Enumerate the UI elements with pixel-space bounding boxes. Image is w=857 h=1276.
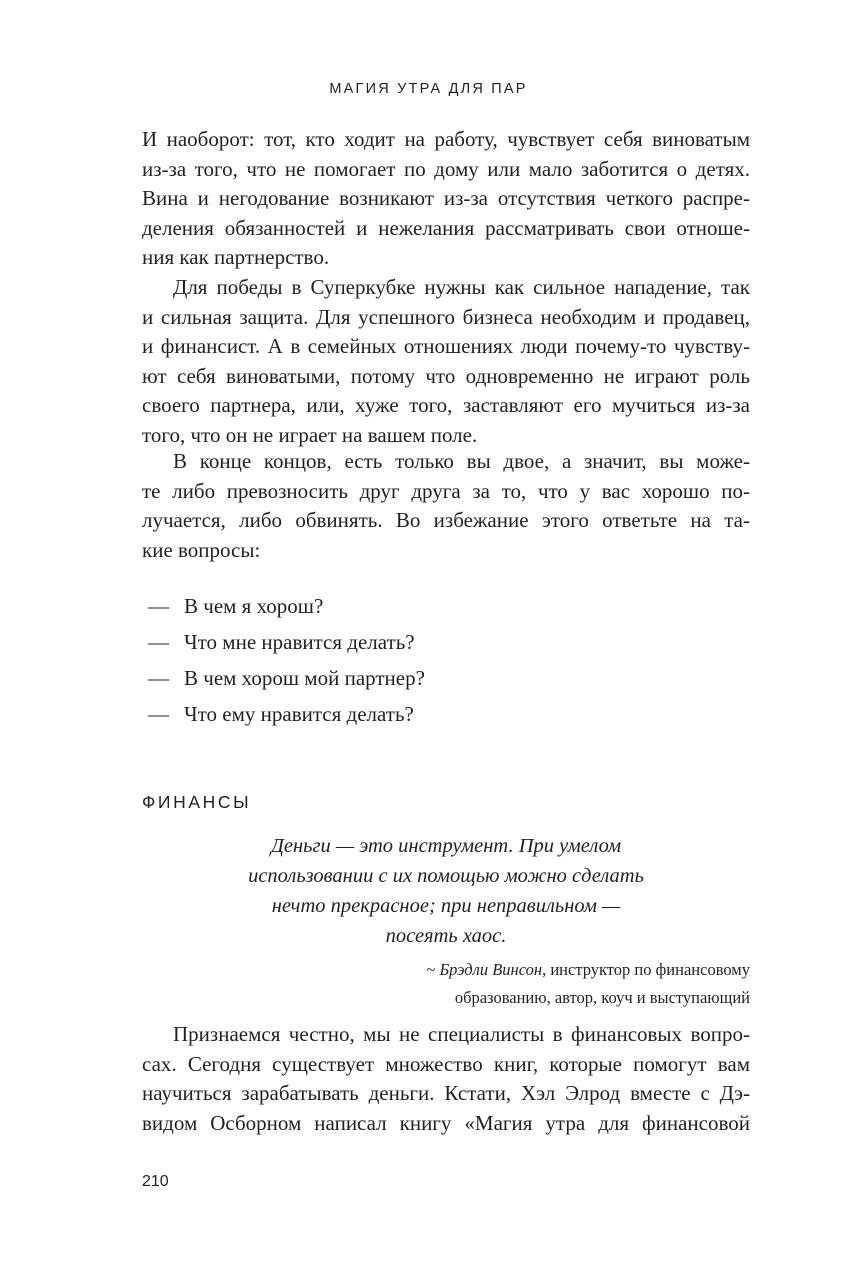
list-item-text: Что ему нравится делать? <box>184 702 414 726</box>
list-dash: — <box>148 630 169 654</box>
text-line: ния как партнерство. <box>142 245 330 270</box>
list-dash: — <box>148 702 169 726</box>
list-item-text: В чем я хорош? <box>184 594 324 618</box>
text-line: Вина и негодование возникают из-за отсутствия четкого распре- <box>142 186 750 211</box>
text-line: сах. Сегодня существует множество книг, которые помогут вам <box>142 1051 750 1076</box>
paragraph-3 <box>142 447 750 565</box>
text-line: того, что он не играет на вашем поле. <box>142 422 478 447</box>
epigraph-line: использовании с их помощью можно сделать <box>248 865 644 887</box>
text-line: кие вопросы: <box>142 537 261 562</box>
text-line: лучается, либо обвинять. Во избежание этого ответьте на та- <box>142 508 750 533</box>
epigraph-line: посеять хаос. <box>385 925 507 947</box>
attribution-line <box>426 956 750 984</box>
attribution-tilde: ~ <box>426 960 436 979</box>
epigraph-line: нечто прекрасное; при неправильном — <box>271 895 621 917</box>
section-heading: ФИНАНСЫ <box>142 792 252 812</box>
running-title: МАГИЯ УТРА ДЛЯ ПАР <box>329 81 528 97</box>
text-line: и финансист. А в семейных отношениях люди почему-то чувству- <box>142 334 750 359</box>
text-line: своего партнера, или, хуже того, заставляют его мучиться из-за <box>142 393 750 418</box>
list-item-text: Что мне нравится делать? <box>184 630 415 654</box>
text-line: Признаемся честно, мы не специалисты в финансовых вопро- <box>173 1022 750 1046</box>
paragraph-1 <box>142 125 750 273</box>
list-dash: — <box>148 666 169 690</box>
paragraph-finance <box>142 1020 750 1138</box>
paragraph-2 <box>142 273 750 451</box>
page-number: 210 <box>142 1173 169 1190</box>
epigraph-line: Деньги — это инструмент. При умелом <box>270 835 622 857</box>
text-line: и сильная защита. Для успешного бизнеса необходим и продавец, <box>142 304 750 329</box>
attribution-line: образованию, автор, коуч и выступающий <box>454 988 750 1007</box>
text-line: научиться зарабатывать деньги. Кстати, Хэл Элрод вместе с Дэ- <box>142 1081 750 1106</box>
list-item <box>148 666 425 691</box>
text-line: видом Осборном написал книгу «Магия утра для финансовой <box>142 1110 750 1135</box>
attribution-role: , инструктор по финансовому <box>542 960 750 979</box>
list-item <box>148 594 323 619</box>
text-line: деления обязанностей и нежелания рассматривать свои отноше- <box>142 215 750 240</box>
list-dash: — <box>148 594 169 618</box>
epigraph <box>142 831 750 951</box>
text-line: В конце концов, есть только вы двое, а значит, вы може- <box>173 449 750 473</box>
epigraph-attribution <box>426 956 750 1012</box>
text-line: те либо превозносить друг друга за то, что у вас хорошо по- <box>142 478 750 503</box>
text-line: из-за того, что не помогает по дому или мало заботится о детях. <box>142 156 750 181</box>
text-line: ют себя виноватыми, потому что одновременно не играют роль <box>142 363 750 388</box>
text-line: Для победы в Суперкубке нужны как сильное нападение, так <box>173 275 750 299</box>
list-item <box>148 630 415 655</box>
list-item-text: В чем хорош мой партнер? <box>184 666 425 690</box>
list-item <box>148 702 414 727</box>
attribution-author: Брэдли Винсон <box>439 960 543 979</box>
text-line: И наоборот: тот, кто ходит на работу, чувствует себя виноватым <box>142 127 750 151</box>
